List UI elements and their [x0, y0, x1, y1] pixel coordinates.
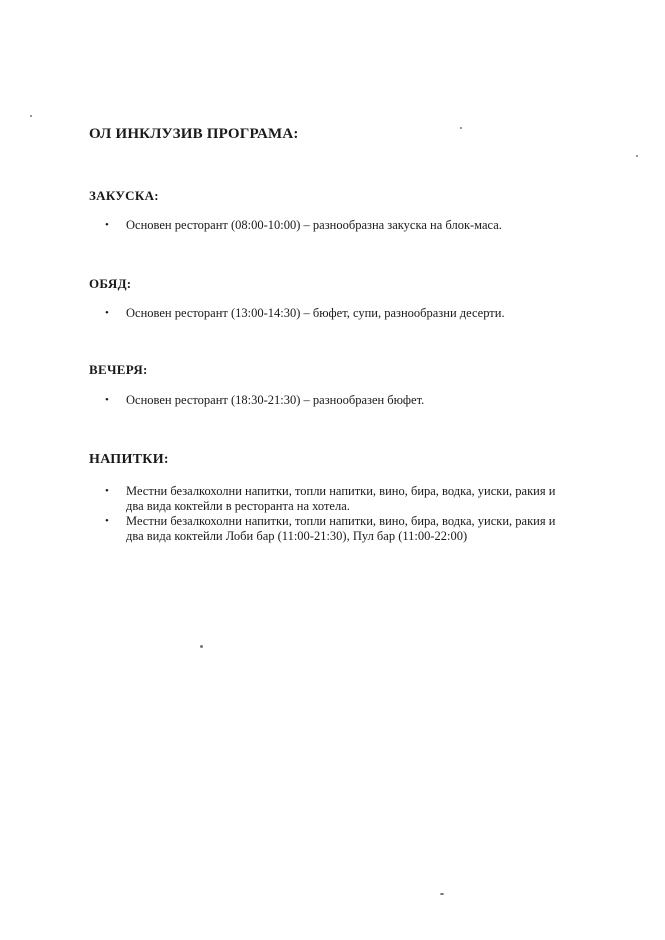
scan-speck	[30, 115, 32, 117]
dinner-list	[105, 393, 575, 408]
bullet-icon: •	[105, 219, 109, 231]
list-item-text: Основен ресторант (08:00-10:00) – разнообразна закуска на блок-маса.	[126, 218, 502, 232]
list-item	[105, 514, 575, 544]
list-item	[105, 306, 575, 321]
list-item	[105, 218, 575, 233]
list-item	[105, 393, 575, 408]
scan-speck	[440, 893, 444, 895]
scan-speck	[636, 155, 638, 157]
list-item	[105, 484, 575, 514]
section-heading-breakfast: ЗАКУСКА:	[89, 188, 159, 203]
list-item-text: Местни безалкохолни напитки, топли напитки, вино, бира, водка, уиски, ракия и два вида коктейли в ресторанта на хотела.	[126, 484, 556, 513]
bullet-icon: •	[105, 307, 109, 319]
lunch-list	[105, 306, 575, 321]
section-heading-dinner: ВЕЧЕРЯ:	[89, 362, 148, 377]
list-item-text: Основен ресторант (18:30-21:30) – разнообразен бюфет.	[126, 393, 425, 407]
drinks-list	[105, 484, 575, 544]
document-title: ОЛ ИНКЛУЗИВ ПРОГРАМА:	[89, 126, 299, 142]
bullet-icon: •	[105, 515, 109, 527]
list-item-text: Местни безалкохолни напитки, топли напитки, вино, бира, водка, уиски, ракия и два вида коктейли Лоби бар (11:00-21:30), Пул бар (11:00-22:00)	[126, 514, 556, 543]
breakfast-list	[105, 218, 575, 233]
list-item-text: Основен ресторант (13:00-14:30) – бюфет, супи, разнообразни десерти.	[126, 306, 505, 320]
section-heading-lunch: ОБЯД:	[89, 276, 132, 291]
bullet-icon: •	[105, 485, 109, 497]
scan-speck	[200, 645, 203, 648]
bullet-icon: •	[105, 394, 109, 406]
scan-speck	[460, 127, 462, 129]
section-heading-drinks: НАПИТКИ:	[89, 452, 169, 467]
